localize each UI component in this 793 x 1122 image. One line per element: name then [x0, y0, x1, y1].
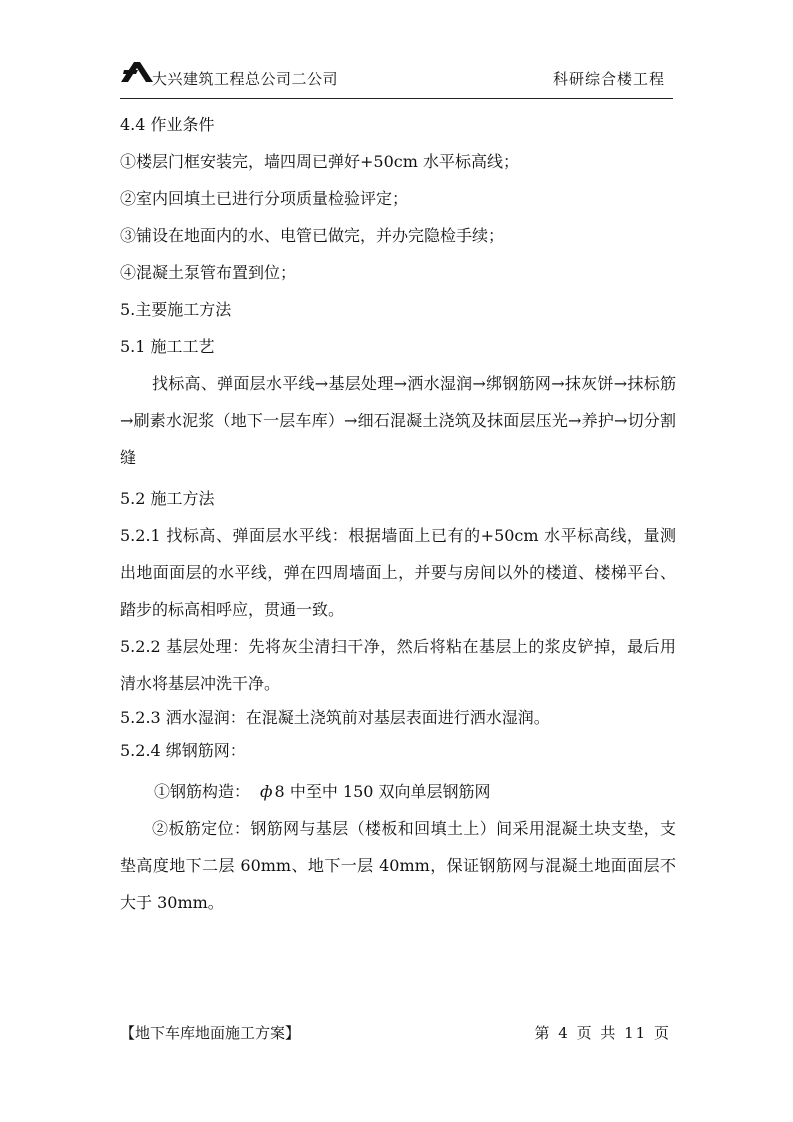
document-body: [120, 106, 676, 921]
paragraph-5-2-1: 5.2.1 找标高、弹面层水平线：根据墙面上已有的+50cm 水平标高线，量测出地面面层的水平线，弹在四周墙面上，并要与房间以外的楼道、楼梯平台、踏步的标高相呼应，贯通一致。: [120, 526, 676, 619]
page-number: 第 4 页 共 11 页: [534, 1024, 671, 1042]
company-name: 大兴建筑工程总公司二公司: [152, 70, 339, 88]
paragraph-5-2-3: 5.2.3 洒水湿润：在混凝土浇筑前对基层表面进行洒水湿润。: [120, 708, 550, 727]
rebar-construction-line: [120, 773, 676, 810]
board-positioning-paragraph: ②板筋定位：钢筋网与基层（楼板和回填土上）间采用混凝土块支垫，支垫高度地下二层 60mm、地下一层 40mm，保证钢筋网与混凝土地面面层不大于 30mm。: [120, 819, 676, 912]
condition-item-3: ③铺设在地面内的水、电管已做完，并办完隐检手续；: [120, 226, 505, 245]
document-title: 【地下车库地面施工方案】: [120, 1024, 301, 1042]
project-name: 科研综合楼工程: [552, 70, 665, 88]
page-header: [120, 58, 673, 99]
condition-item-2: ②室内回填土已进行分项质量检验评定；: [120, 189, 409, 208]
condition-item-1: ①楼层门框安装完，墙四周已弹好+50cm 水平标高线；: [120, 152, 519, 171]
page-footer: [120, 1022, 673, 1052]
company-logo: [120, 58, 154, 84]
section-heading-5-2: 5.2 施工方法: [120, 489, 215, 508]
rebar-label: ①钢筋构造：: [154, 782, 251, 801]
rebar-diameter-symbol: ф: [260, 782, 273, 801]
process-flow-paragraph: 找标高、弹面层水平线→基层处理→洒水湿润→绑钢筋网→抹灰饼→抹标筋→刷素水泥浆（地下一层车库）→细石混凝土浇筑及抹面层压光→养护→切分割缝: [120, 374, 676, 467]
section-heading-4-4: 4.4 作业条件: [120, 115, 215, 134]
rebar-spec: 8 中至中 150 双向单层钢筋网: [274, 782, 491, 801]
section-heading-5-1: 5.1 施工工艺: [120, 337, 215, 356]
section-heading-5: 5.主要施工方法: [120, 300, 232, 319]
paragraph-5-2-2: 5.2.2 基层处理：先将灰尘清扫干净，然后将粘在基层上的浆皮铲掉，最后用清水将基层冲洗干净。: [120, 637, 676, 693]
paragraph-5-2-4: 5.2.4 绑钢筋网：: [120, 741, 246, 760]
condition-item-4: ④混凝土泵管布置到位；: [120, 263, 297, 282]
